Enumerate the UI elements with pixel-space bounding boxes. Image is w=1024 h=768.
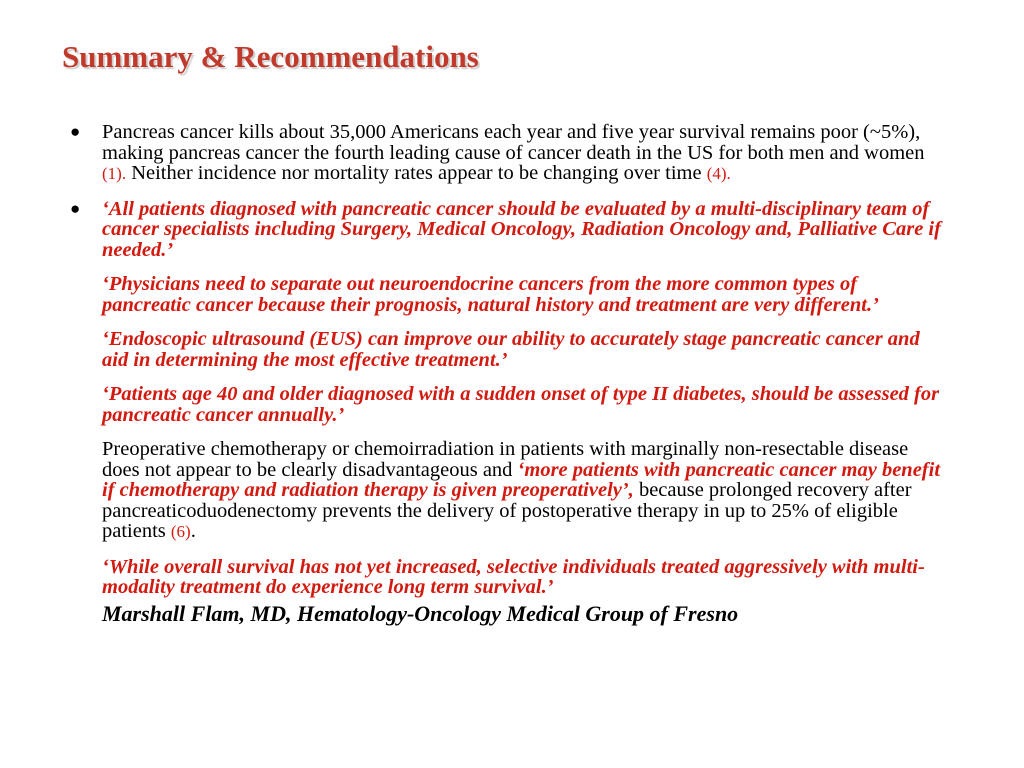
quote-neuroendocrine: ‘Physicians need to separate out neuroendocrine cancers from the more common types of pancreatic cancer because their prognosis, natural history and treatment are very different.’ <box>102 273 879 316</box>
paragraph-neuroendocrine <box>62 274 942 315</box>
slide-body <box>62 122 942 626</box>
bullet-1-text: Pancreas cancer kills about 35,000 Americans each year and five year survival remains poor (~5%), making pancreas cancer the fourth leading cause of cancer death in the US for both men and women <box>102 121 925 164</box>
paragraph-survival <box>62 557 942 598</box>
bullet-icon: ● <box>70 198 81 218</box>
bullet-item-2 <box>62 199 942 261</box>
citation-6: (6) <box>170 522 191 541</box>
preoperative-text-1: Preoperative chemotherapy or chemoirradiation in patients with marginally non-resectable disease does not appear to be clearly disadvantageous and <box>102 438 909 481</box>
slide-title: Summary & Recommendations <box>62 39 479 74</box>
citation-4: (4). <box>706 164 731 183</box>
quote-survival: ‘While overall survival has not yet increased, selective individuals treated aggressively with multi-modality treatment do experience long term survival.’ <box>102 555 925 598</box>
preoperative-text-2: because prolonged recovery after pancreaticoduodenectomy prevents the delivery of postoperative therapy in up to 25% of eligible patients <box>102 479 912 542</box>
citation-1: (1). <box>102 164 127 183</box>
bullet-1-text-2: Neither incidence nor mortality rates appear to be changing over time <box>131 162 702 184</box>
quote-preoperative: ‘more patients with pancreatic cancer may benefit if chemotherapy and radiation therapy is given preoperatively’, <box>102 458 941 501</box>
quote-diabetes: ‘Patients age 40 and older diagnosed with a sudden onset of type II diabetes, should be assessed for pancreatic cancer annually.’ <box>102 383 940 426</box>
paragraph-diabetes <box>62 384 942 425</box>
paragraph-preoperative <box>62 439 942 543</box>
preoperative-end: . <box>190 520 196 542</box>
bullet-icon: ● <box>70 122 81 141</box>
bullet-2-quote: ‘All patients diagnosed with pancreatic cancer should be evaluated by a multi-disciplinary team of cancer specialists including Surgery, Medical Oncology, Radiation Oncology and, Palliative Care if needed.’ <box>102 197 941 261</box>
bullet-item-1 <box>62 122 942 185</box>
signature: Marshall Flam, MD, Hematology-Oncology Medical Group of Fresno <box>102 600 739 626</box>
quote-eus: ‘Endoscopic ultrasound (EUS) can improve our ability to accurately stage pancreatic cancer and aid in determining the most effective treatment.’ <box>102 328 920 371</box>
paragraph-eus <box>62 329 942 370</box>
